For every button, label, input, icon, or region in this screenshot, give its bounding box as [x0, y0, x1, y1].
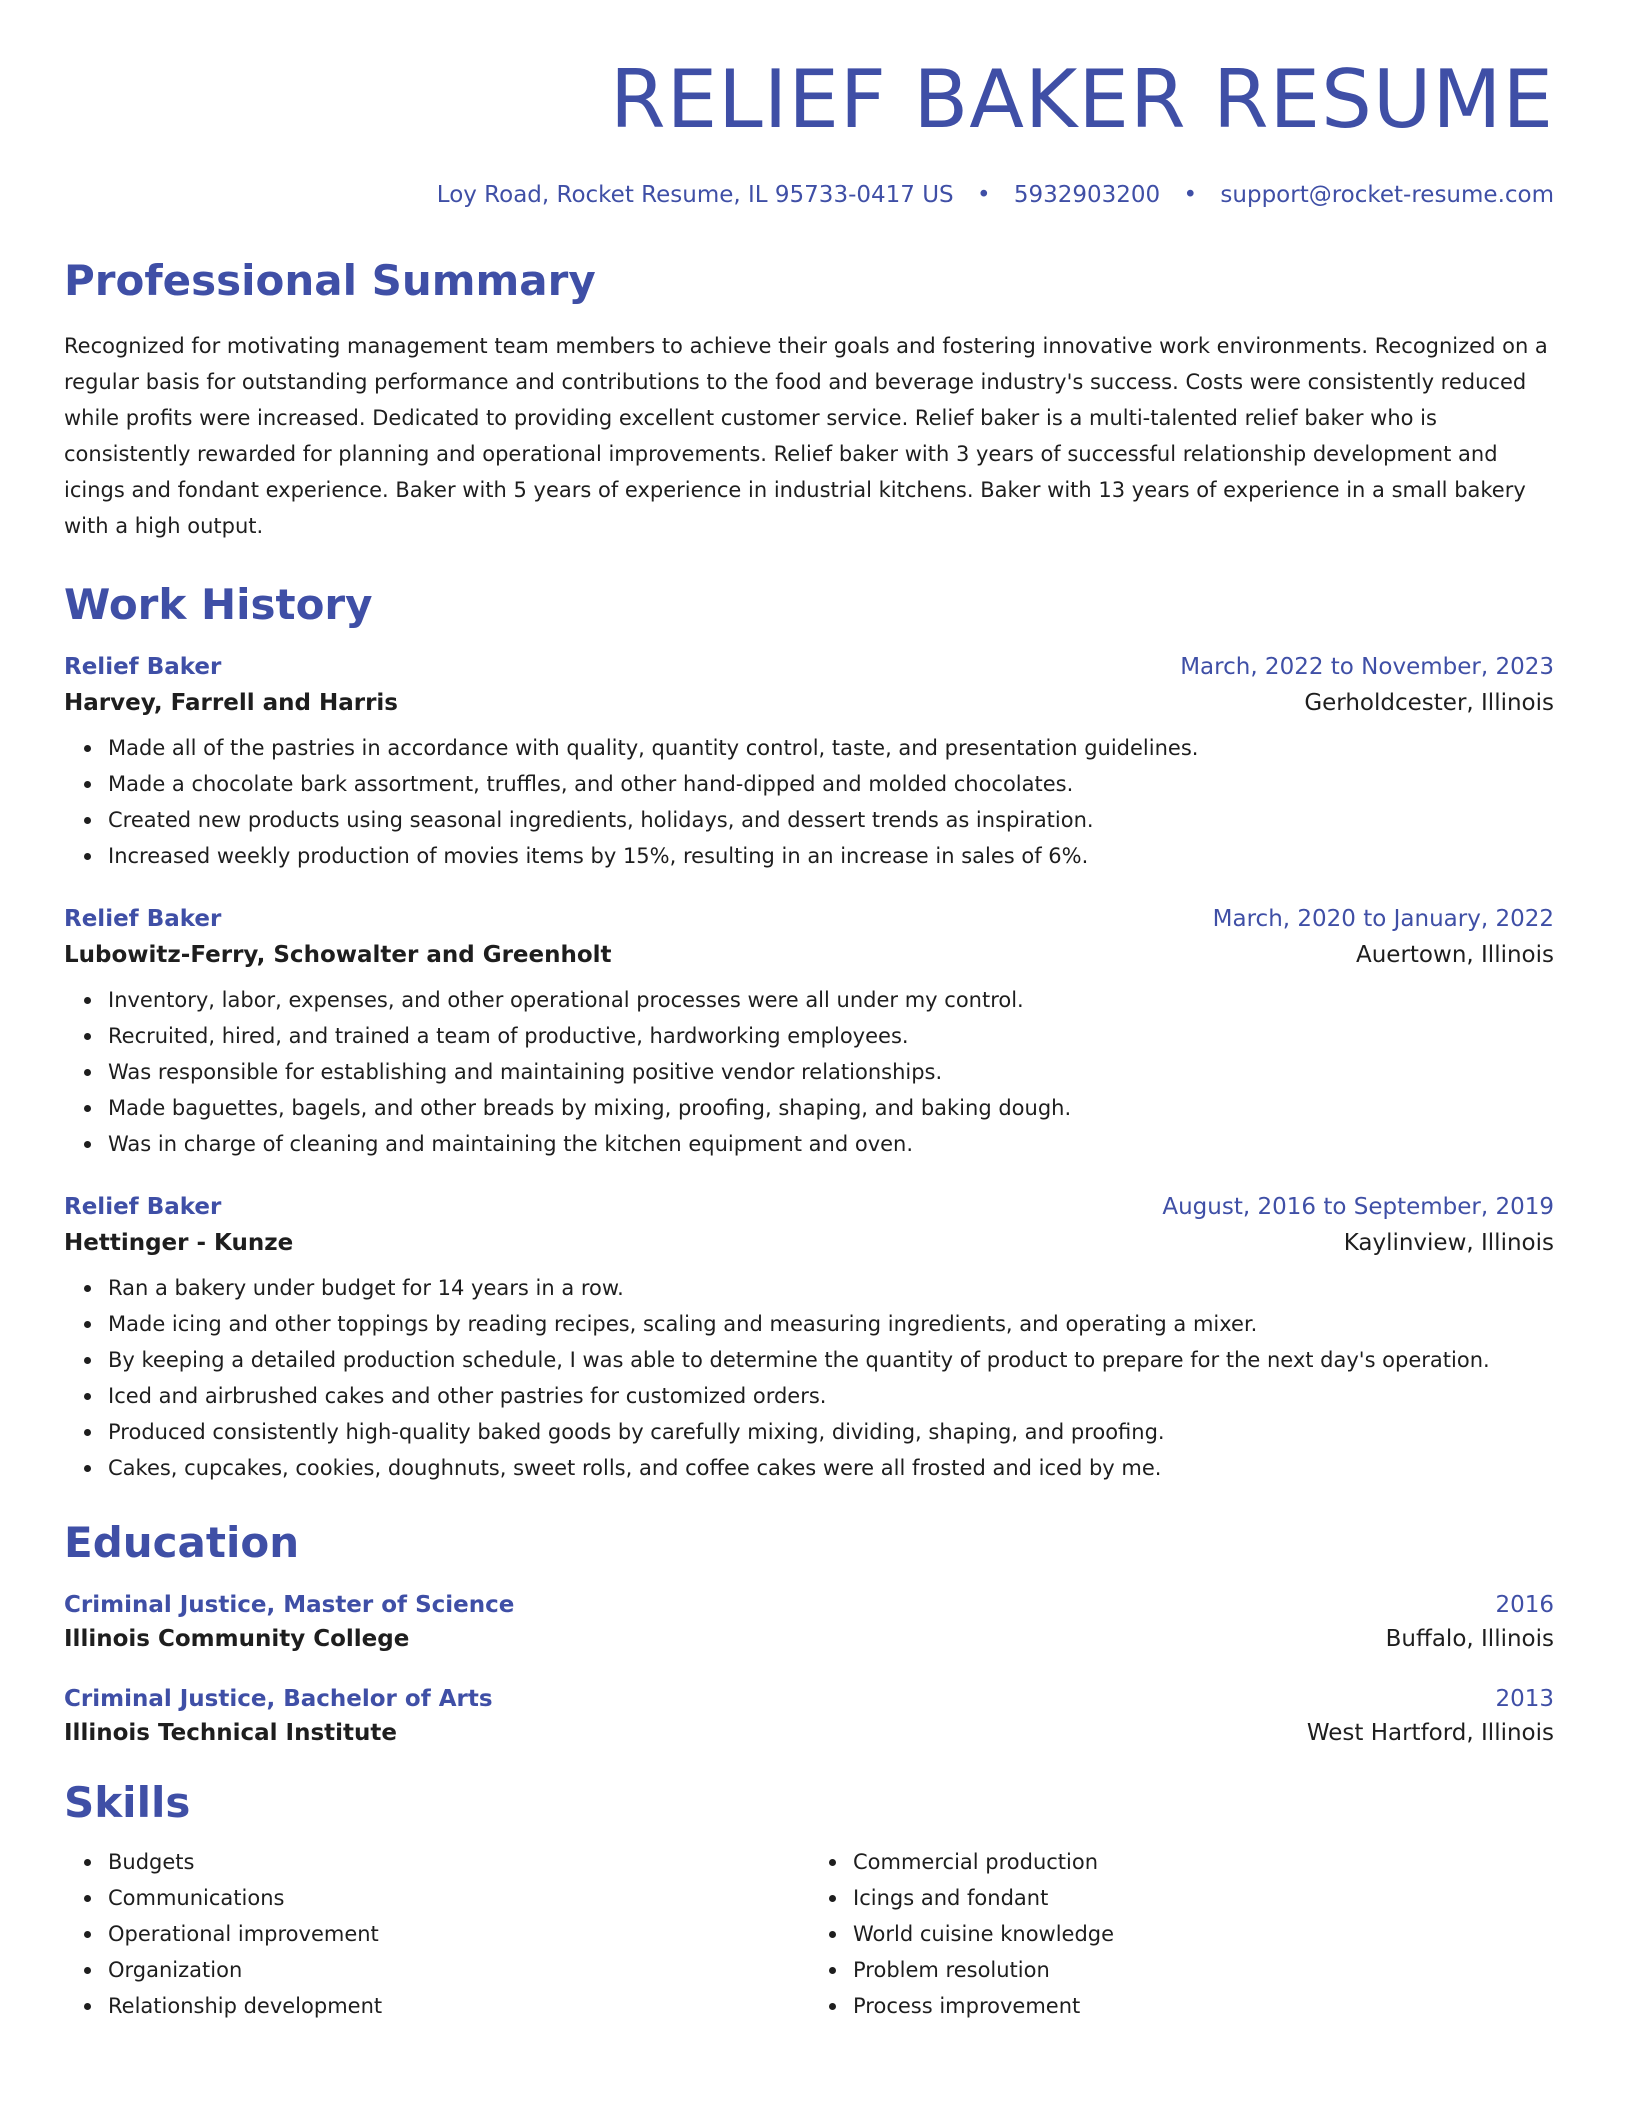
skill-item: Problem resolution	[853, 1952, 1554, 1988]
summary-heading: Professional Summary	[64, 256, 596, 305]
job-duty: Ran a bakery under budget for 14 years in a row.	[108, 1270, 1554, 1306]
job-dates: August, 2016 to September, 2019	[1162, 1194, 1554, 1220]
skill-item: Commercial production	[853, 1844, 1554, 1880]
skills-section	[64, 1778, 1554, 2024]
work-history-heading: Work History	[64, 580, 373, 629]
job-title: Relief Baker	[64, 906, 222, 932]
skill-item: Relationship development	[108, 1988, 809, 2024]
job-entry	[64, 906, 1554, 1162]
job-duty: Made baguettes, bagels, and other breads by mixing, proofing, shaping, and baking dough.	[108, 1090, 1554, 1126]
skill-item: Icings and fondant	[853, 1880, 1554, 1916]
job-duty: Made icing and other toppings by reading recipes, scaling and measuring ingredients, and operating a mixer.	[108, 1306, 1554, 1342]
skills-grid	[64, 1844, 1554, 2024]
education-location: Buffalo, Illinois	[1385, 1626, 1554, 1652]
education-section	[64, 1518, 1554, 1746]
skill-item: Operational improvement	[108, 1916, 809, 1952]
resume-name-heading: RELIEF BAKER RESUME	[610, 53, 1554, 146]
skills-list-right	[809, 1844, 1554, 2024]
job-duty: By keeping a detailed production schedule, I was able to determine the quantity of product to prepare for the next day's operation.	[108, 1342, 1554, 1378]
education-entry	[64, 1686, 1554, 1746]
job-location: Kaylinview, Illinois	[1343, 1230, 1554, 1256]
education-school: Illinois Community College	[64, 1626, 410, 1652]
education-year: 2013	[1495, 1686, 1554, 1712]
skill-item: World cuisine knowledge	[853, 1916, 1554, 1952]
job-duty: Inventory, labor, expenses, and other operational processes were all under my control.	[108, 982, 1554, 1018]
skills-heading: Skills	[64, 1778, 191, 1827]
work-history-section	[64, 580, 1554, 1486]
job-duty: Created new products using seasonal ingredients, holidays, and dessert trends as inspiration.	[108, 802, 1554, 838]
resume-page	[64, 0, 1554, 2024]
job-duty: Increased weekly production of movies items by 15%, resulting in an increase in sales of 6%.	[108, 838, 1554, 874]
skills-list-left	[64, 1844, 809, 2024]
job-location: Auertown, Illinois	[1356, 942, 1554, 968]
job-duty: Recruited, hired, and trained a team of productive, hardworking employees.	[108, 1018, 1554, 1054]
job-duty: Produced consistently high-quality baked goods by carefully mixing, dividing, shaping, and proofing.	[108, 1414, 1554, 1450]
education-location: West Hartford, Illinois	[1306, 1720, 1554, 1746]
education-heading: Education	[64, 1518, 300, 1567]
job-entry	[64, 1194, 1554, 1486]
job-employer: Lubowitz-Ferry, Schowalter and Greenholt	[64, 942, 612, 968]
skill-item: Budgets	[108, 1844, 809, 1880]
education-entry	[64, 1592, 1554, 1652]
skill-item: Organization	[108, 1952, 809, 1988]
job-dates: March, 2020 to January, 2022	[1212, 906, 1554, 932]
education-school: Illinois Technical Institute	[64, 1720, 397, 1746]
job-duty: Iced and airbrushed cakes and other pastries for customized orders.	[108, 1378, 1554, 1414]
job-title: Relief Baker	[64, 1194, 222, 1220]
job-duty: Made a chocolate bark assortment, truffles, and other hand-dipped and molded chocolates.	[108, 766, 1554, 802]
contact-phone: 5932903200	[1013, 182, 1161, 208]
job-duty: Was in charge of cleaning and maintaining the kitchen equipment and oven.	[108, 1126, 1554, 1162]
summary-text: Recognized for motivating management team members to achieve their goals and fostering innovative work environments. Recognized on a regular basis for outstanding performance and contributions to the food and beverage industry's success. Costs were consistently reduced while profits were increased. Dedicated to providing excellent customer service. Relief baker is a multi-talented relief baker who is consistently rewarded for planning and operational improvements. Relief baker with 3 years of successful relationship development and icings and fondant experience. Baker with 5 years of experience in industrial kitchens. Baker with 13 years of experience in a small bakery with a high output.	[64, 334, 1548, 538]
job-duty: Cakes, cupcakes, cookies, doughnuts, sweet rolls, and coffee cakes were all frosted and iced by me.	[108, 1450, 1554, 1486]
job-entry	[64, 654, 1554, 874]
contact-separator: •	[976, 182, 991, 208]
job-duty: Made all of the pastries in accordance with quality, quantity control, taste, and presentation guidelines.	[108, 730, 1554, 766]
job-duties	[64, 982, 1554, 1162]
job-dates: March, 2022 to November, 2023	[1180, 654, 1554, 680]
job-employer: Hettinger - Kunze	[64, 1230, 294, 1256]
skill-item: Communications	[108, 1880, 809, 1916]
job-location: Gerholdcester, Illinois	[1304, 690, 1554, 716]
contact-line	[64, 182, 1554, 208]
contact-email: support@rocket-resume.com	[1220, 182, 1554, 208]
job-employer: Harvey, Farrell and Harris	[64, 690, 398, 716]
skill-item: Process improvement	[853, 1988, 1554, 2024]
summary-section	[64, 256, 1554, 544]
contact-separator: •	[1183, 182, 1198, 208]
job-duties	[64, 1270, 1554, 1486]
education-degree: Criminal Justice, Master of Science	[64, 1592, 515, 1618]
job-duties	[64, 730, 1554, 874]
contact-address: Loy Road, Rocket Resume, IL 95733-0417 US	[436, 182, 954, 208]
job-title: Relief Baker	[64, 654, 222, 680]
education-year: 2016	[1495, 1592, 1554, 1618]
job-duty: Was responsible for establishing and maintaining positive vendor relationships.	[108, 1054, 1554, 1090]
education-degree: Criminal Justice, Bachelor of Arts	[64, 1686, 493, 1712]
